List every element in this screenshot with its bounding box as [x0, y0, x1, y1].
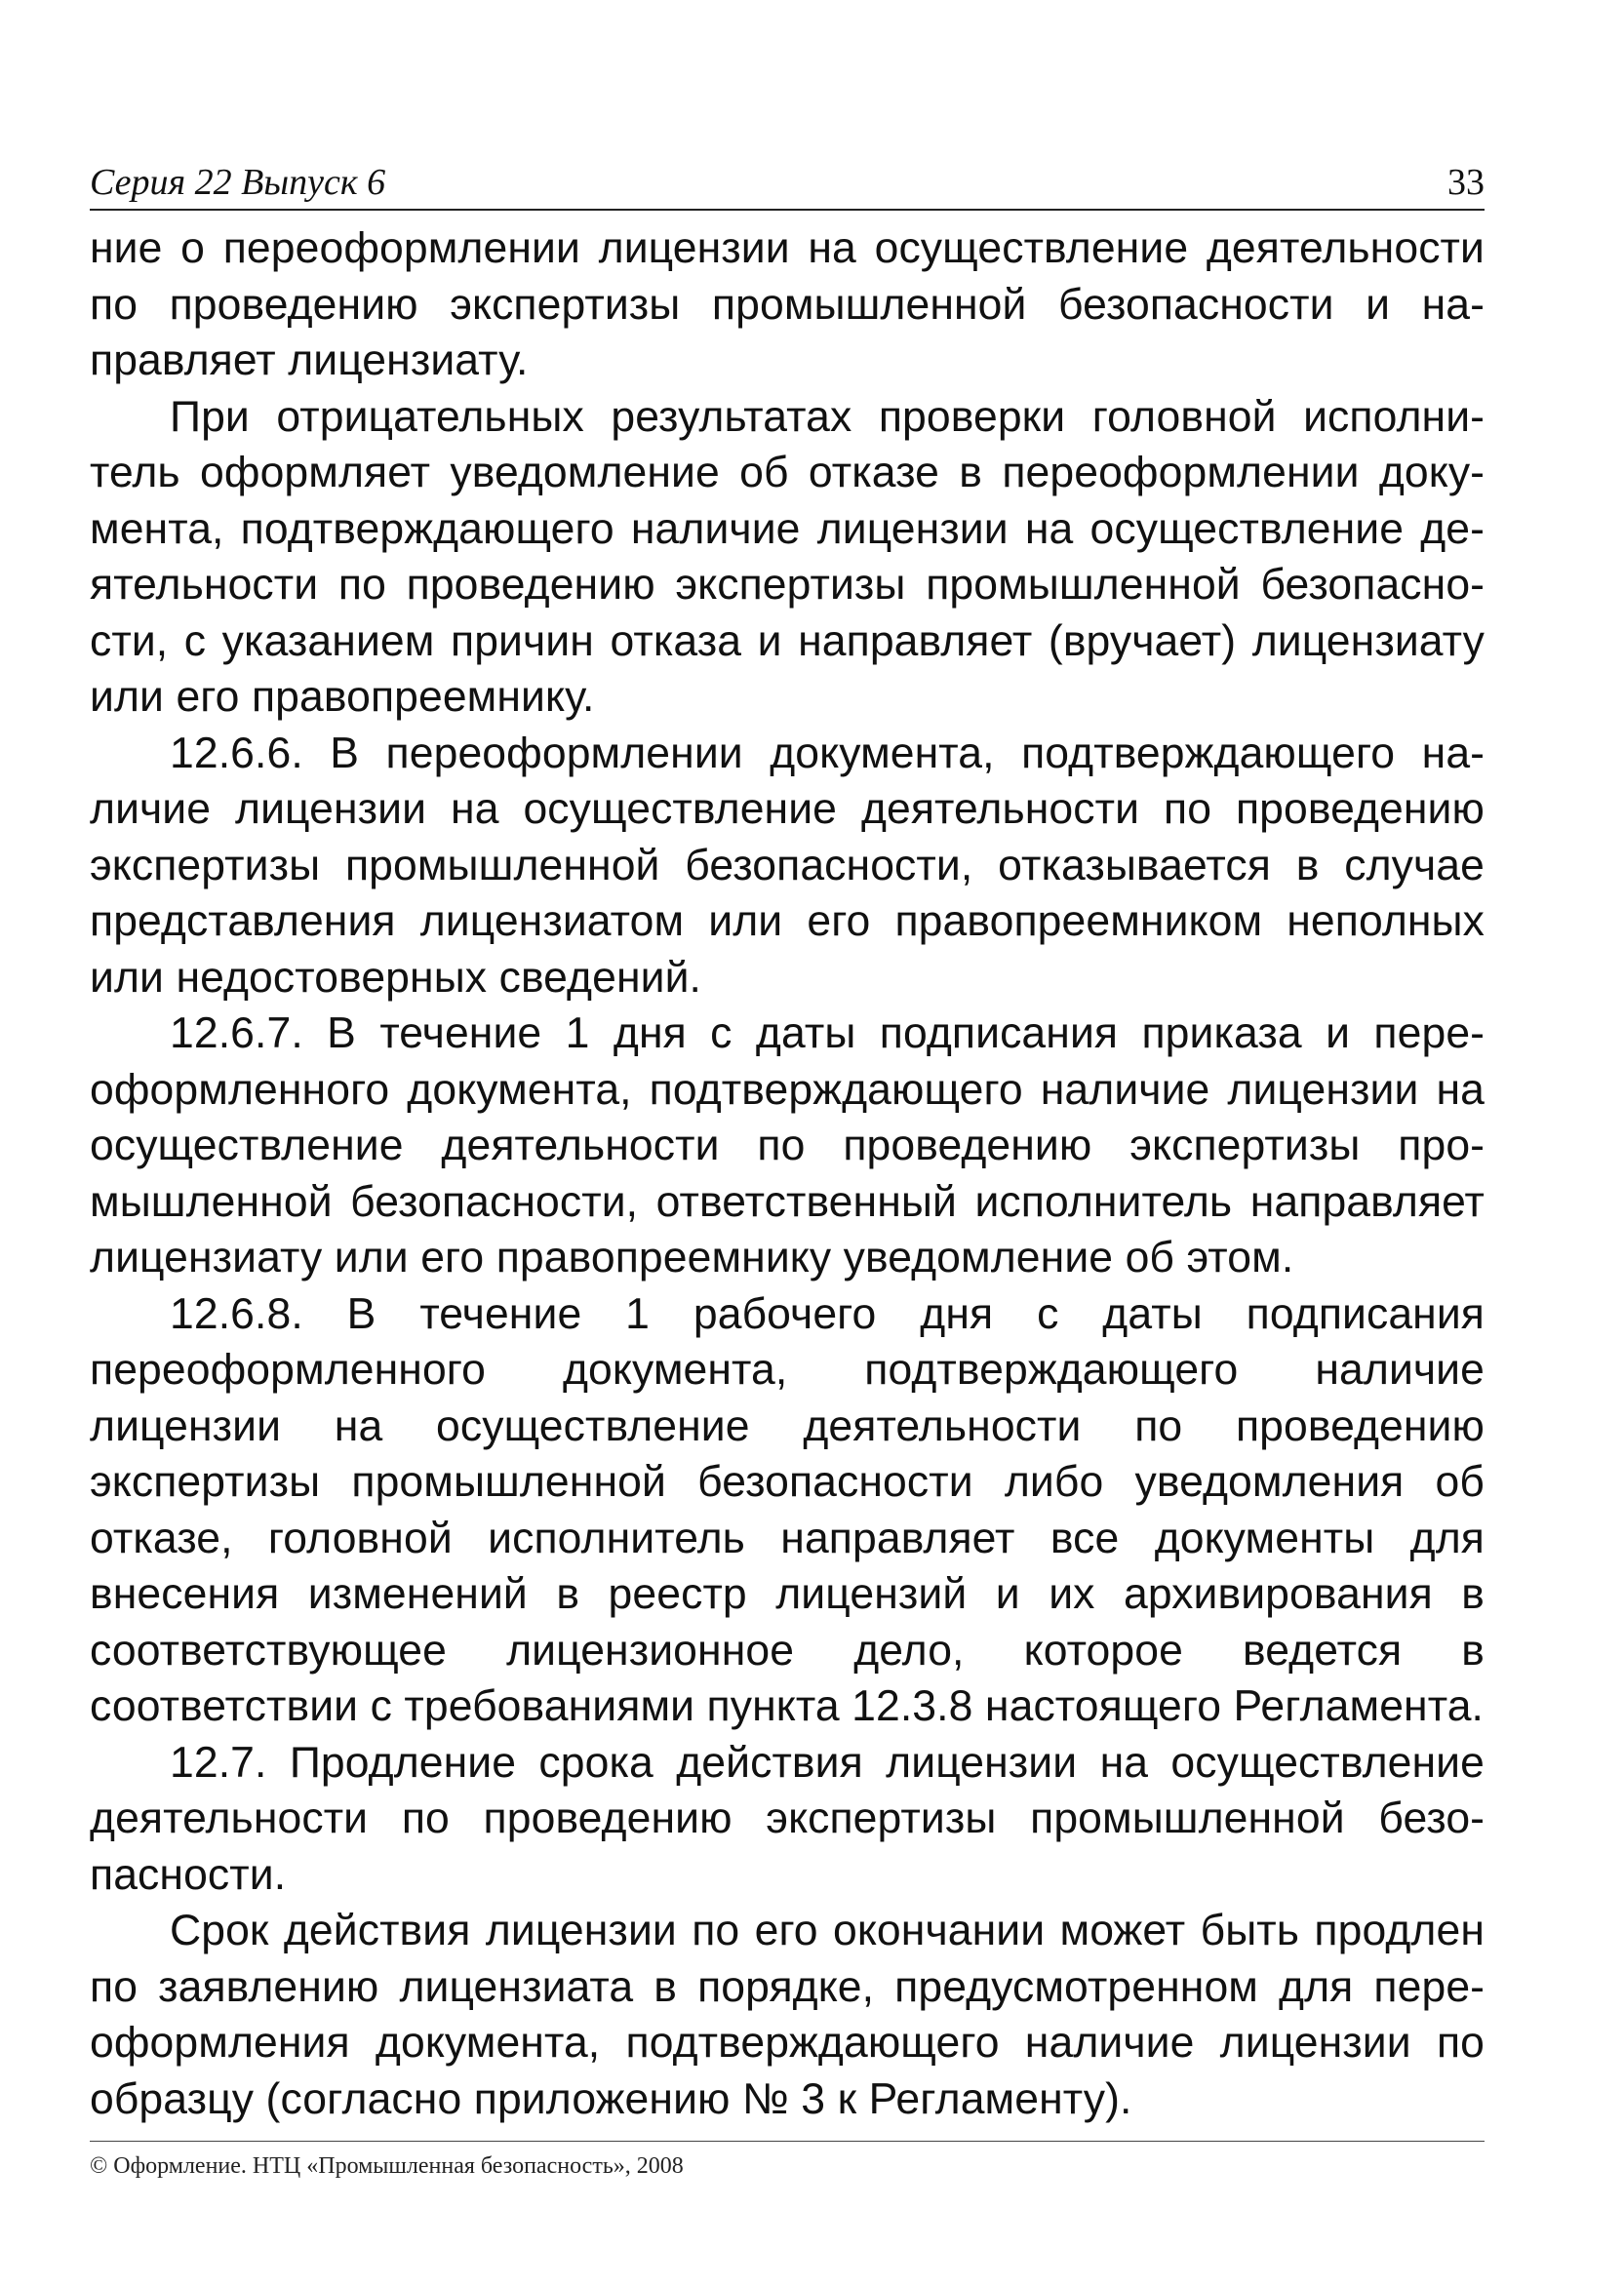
paragraph: Срок действия лицензии по его окончании может быть продлен по заявлению лицензиата в порядке, предусмотренном для переоформления документа, подтверждающего наличие лицензии по образцу (согласно приложению № 3 к Регламенту).	[90, 1907, 1485, 2123]
copyright-footer: © Оформление. НТЦ «Промышленная безопасность», 2008	[90, 2141, 1485, 2180]
paragraph: ние о переоформлении лицензии на осуществление деятельности по проведению экспертизы промышленной безопасности и направляет лицензиату.	[90, 224, 1485, 384]
paragraph-12-7: 12.7. Продление срока действия лицензии на осуществление деятельности по проведению экспертизы промышленной безопасности.	[90, 1738, 1485, 1899]
paragraph-12-6-7: 12.6.7. В течение 1 дня с даты подписания приказа и переоформленного документа, подтверждающего наличие лицензии на осуществление деятельности по проведению экспертизы промышленной безопасности, ответственный исполнитель направляет лицензиату или его правопреемнику уведомление об этом.	[90, 1009, 1485, 1282]
paragraph-12-6-8: 12.6.8. В течение 1 рабочего дня с даты подписания переоформленного документа, подтверждающего наличие лицензии на осуществление деятельности по проведению экспертизы промышленной безопасности либо уведомления об отказе, головной исполнитель направляет все документы для внесения изменений в реестр лицензий и их архивирования в соответствующее лицензионное дело, которое ведется в соответствии с требованиями пункта 12.3.8 настоящего Регламента.	[90, 1289, 1485, 1730]
paragraph: При отрицательных результатах проверки головной исполнитель оформляет уведомление об отказе в переоформлении документа, подтверждающего наличие лицензии на осуществление деятельности по проведению экспертизы промышленной безопасности, с указанием причин отказа и направляет (вручает) лицензиату или его правопреемнику.	[90, 392, 1485, 721]
body-text	[90, 220, 1485, 2127]
running-header	[90, 146, 1485, 211]
page-number: 33	[1447, 162, 1485, 203]
paragraph-12-6-6: 12.6.6. В переоформлении документа, подтверждающего наличие лицензии на осуществление деятельности по проведению экспертизы промышленной безопасности, отказывается в случае представления лицензиатом или его правопреемником неполных или недостоверных сведений.	[90, 729, 1485, 1002]
series-title: Серия 22 Выпуск 6	[90, 162, 386, 203]
document-page	[90, 146, 1485, 2127]
